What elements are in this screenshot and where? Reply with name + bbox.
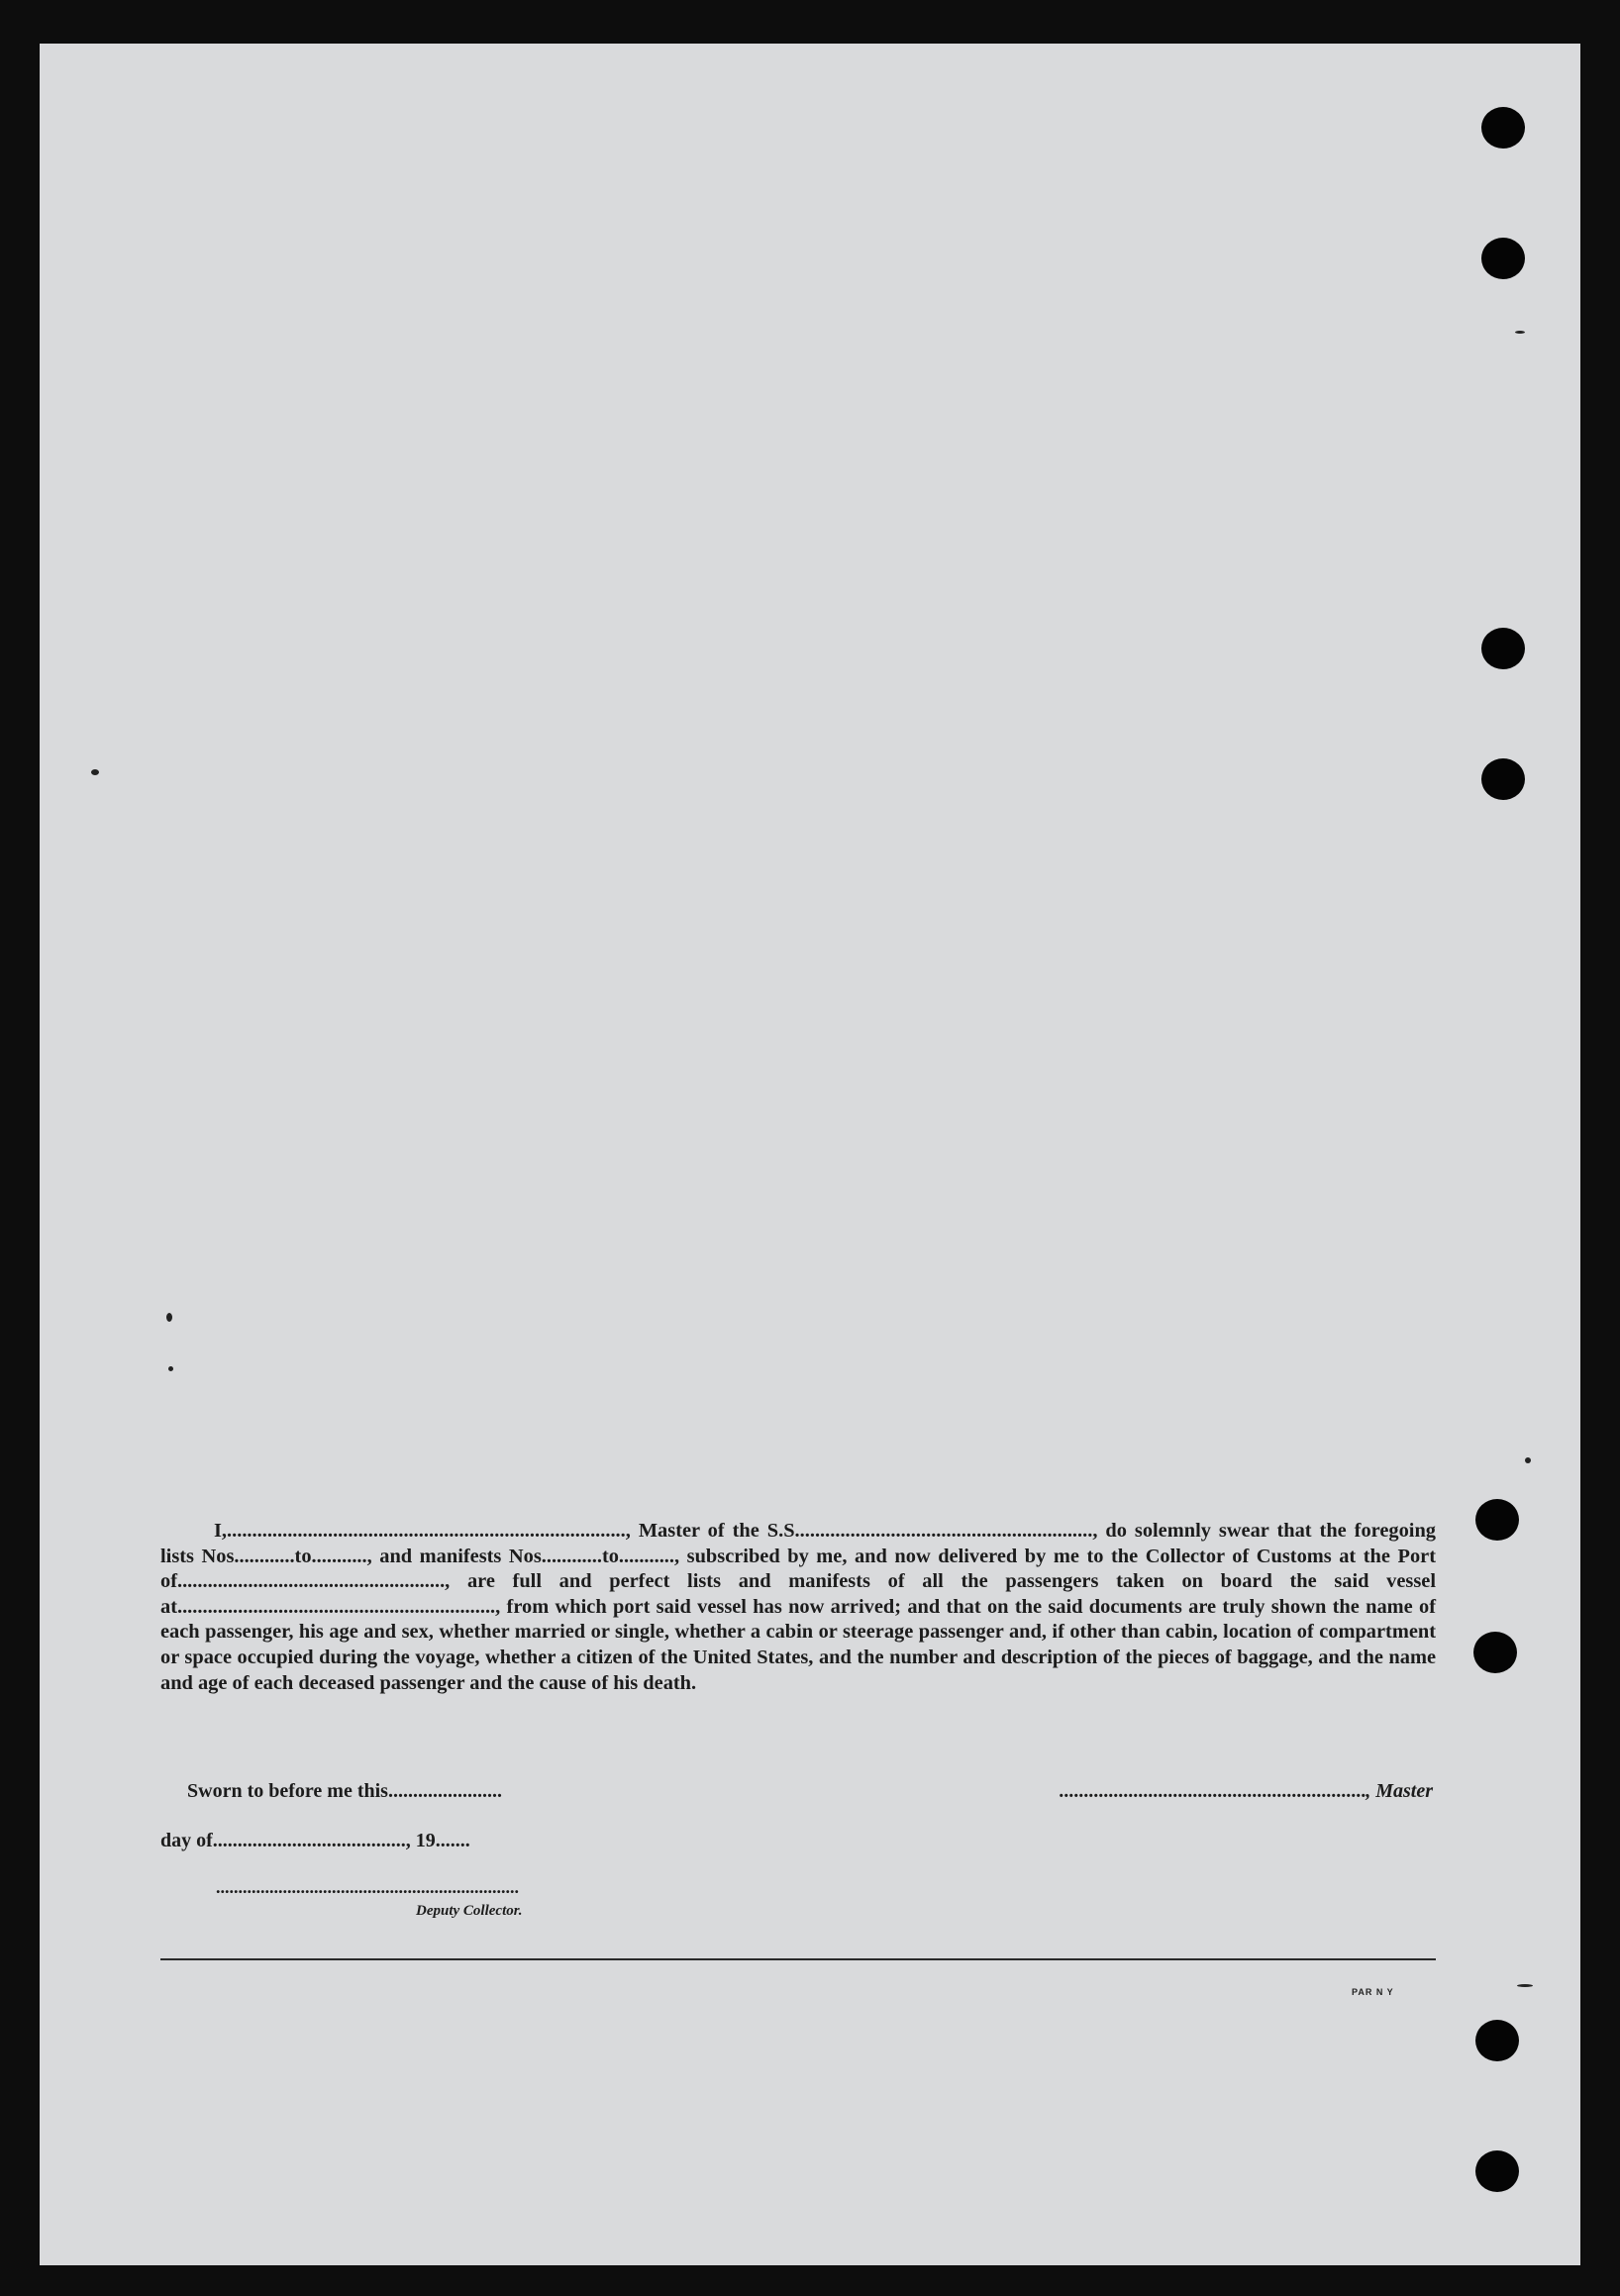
printer-mark: PAR N Y <box>1352 1987 1394 1997</box>
punch-hole <box>1473 1632 1517 1673</box>
deputy-signature-line: .................................................................... <box>216 1877 519 1897</box>
scan-speck <box>1515 331 1525 334</box>
footer-rule <box>160 1958 1436 1960</box>
punch-hole <box>1475 2020 1519 2061</box>
scan-speck <box>168 1366 173 1371</box>
punch-hole <box>1481 107 1525 149</box>
deputy-collector-label: Deputy Collector. <box>416 1903 523 1919</box>
punch-hole <box>1481 238 1525 279</box>
scan-speck <box>91 769 99 775</box>
master-oath-paragraph <box>160 1519 1436 1696</box>
scan-speck <box>166 1313 172 1322</box>
day-of-line: day of......................................., 19....... <box>160 1830 470 1851</box>
master-signature-line <box>908 1780 1433 1803</box>
scan-speck <box>1525 1457 1531 1463</box>
punch-hole <box>1475 1499 1519 1541</box>
document-page <box>40 44 1580 2265</box>
oath-text: I,..............................................................................., Master of the S.S..........................................................., do solemnly swear that the foregoing lists Nos............to..........., and manifests Nos............to..........., subscribed by me, and now delivered by me to the Collector of Customs at the Port of....................................................., are full and perfect lists and manifests of all the passengers taken on board the said vessel at..............................................................., from which port said vessel has now arrived; and that on the said documents are truly shown the name of each passenger, his age and sex, whether married or single, whether a cabin or steerage passenger and, if other than cabin, location of compartment or space occupied during the voyage, whether a citizen of the United States, and the number and description of the pieces of baggage, and the name and age of each deceased passenger and the cause of his death. <box>160 1520 1436 1694</box>
punch-hole <box>1481 628 1525 669</box>
punch-hole <box>1481 758 1525 800</box>
master-signature-dots: .............................................................. <box>1059 1780 1367 1802</box>
scan-speck <box>1517 1984 1533 1987</box>
master-label: , Master <box>1366 1780 1433 1802</box>
sworn-before-line: Sworn to before me this....................... <box>187 1780 502 1802</box>
punch-hole <box>1475 2150 1519 2192</box>
